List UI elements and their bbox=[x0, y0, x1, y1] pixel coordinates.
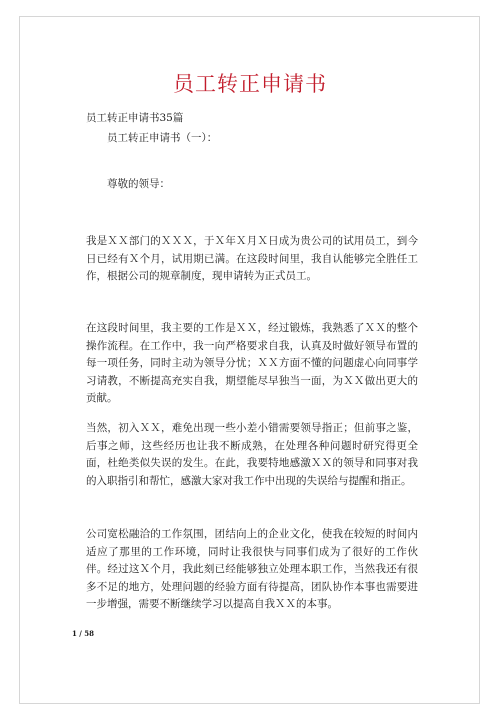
paragraph-1: 我是ＸＸ部门的ＸＸＸ，于Ｘ年Ｘ月Ｘ日成为贵公司的试用员工，到今日已经有Ｘ个月，试用期已满。在这段时间里，我自认能够完全胜任工作，根据公司的规章制度，现申请转为正式员工。 bbox=[86, 235, 418, 282]
document-subtitle: 员工转正申请书35篇 bbox=[86, 112, 184, 124]
page-number: 1 / 58 bbox=[72, 629, 95, 638]
paragraph-3: 当然，初入ＸＸ，难免出现一些小差小错需要领导指正；但前事之鉴，后事之师，这些经历也让我不断成熟，在处理各种问题时研究得更全面，杜绝类似失误的发生。在此，我要特地感激ＸＸ的领导和同事对我的入职指引和帮忙，感激大家对我工作中出现的失误给与提醒和指正。 bbox=[86, 422, 418, 487]
salutation: 尊敬的领导： bbox=[107, 178, 170, 190]
paragraph-4: 公司宽松融洽的工作氛围，团结向上的企业文化，使我在较短的时间内适应了那里的工作环境，同时让我很快与同事们成为了很好的工作伙伴。经过这Ｘ个月，我此刻已经能够独立处理本职工作，当然我还有很多不足的地方，处理问题的经验方面有待提高，团队协作本事也需要进一步增强，需要不断继续学习以提高自我ＸＸ的本事。 bbox=[86, 528, 418, 610]
paragraph-2: 在这段时间里，我主要的工作是ＸＸ，经过锻炼，我熟悉了ＸＸ的整个操作流程。在工作中，我一向严格要求自我，认真及时做好领导布置的每一项任务，同时主动为领导分忧；ＸＸ方面不懂的问题虚心向同事学习请教，不断提高充实自我，期望能尽早独当一面，为ＸＸ做出更大的贡献。 bbox=[86, 322, 418, 404]
document-title: 员工转正申请书 bbox=[173, 72, 327, 96]
section-heading: 员工转正申请书（一）： bbox=[107, 132, 218, 144]
